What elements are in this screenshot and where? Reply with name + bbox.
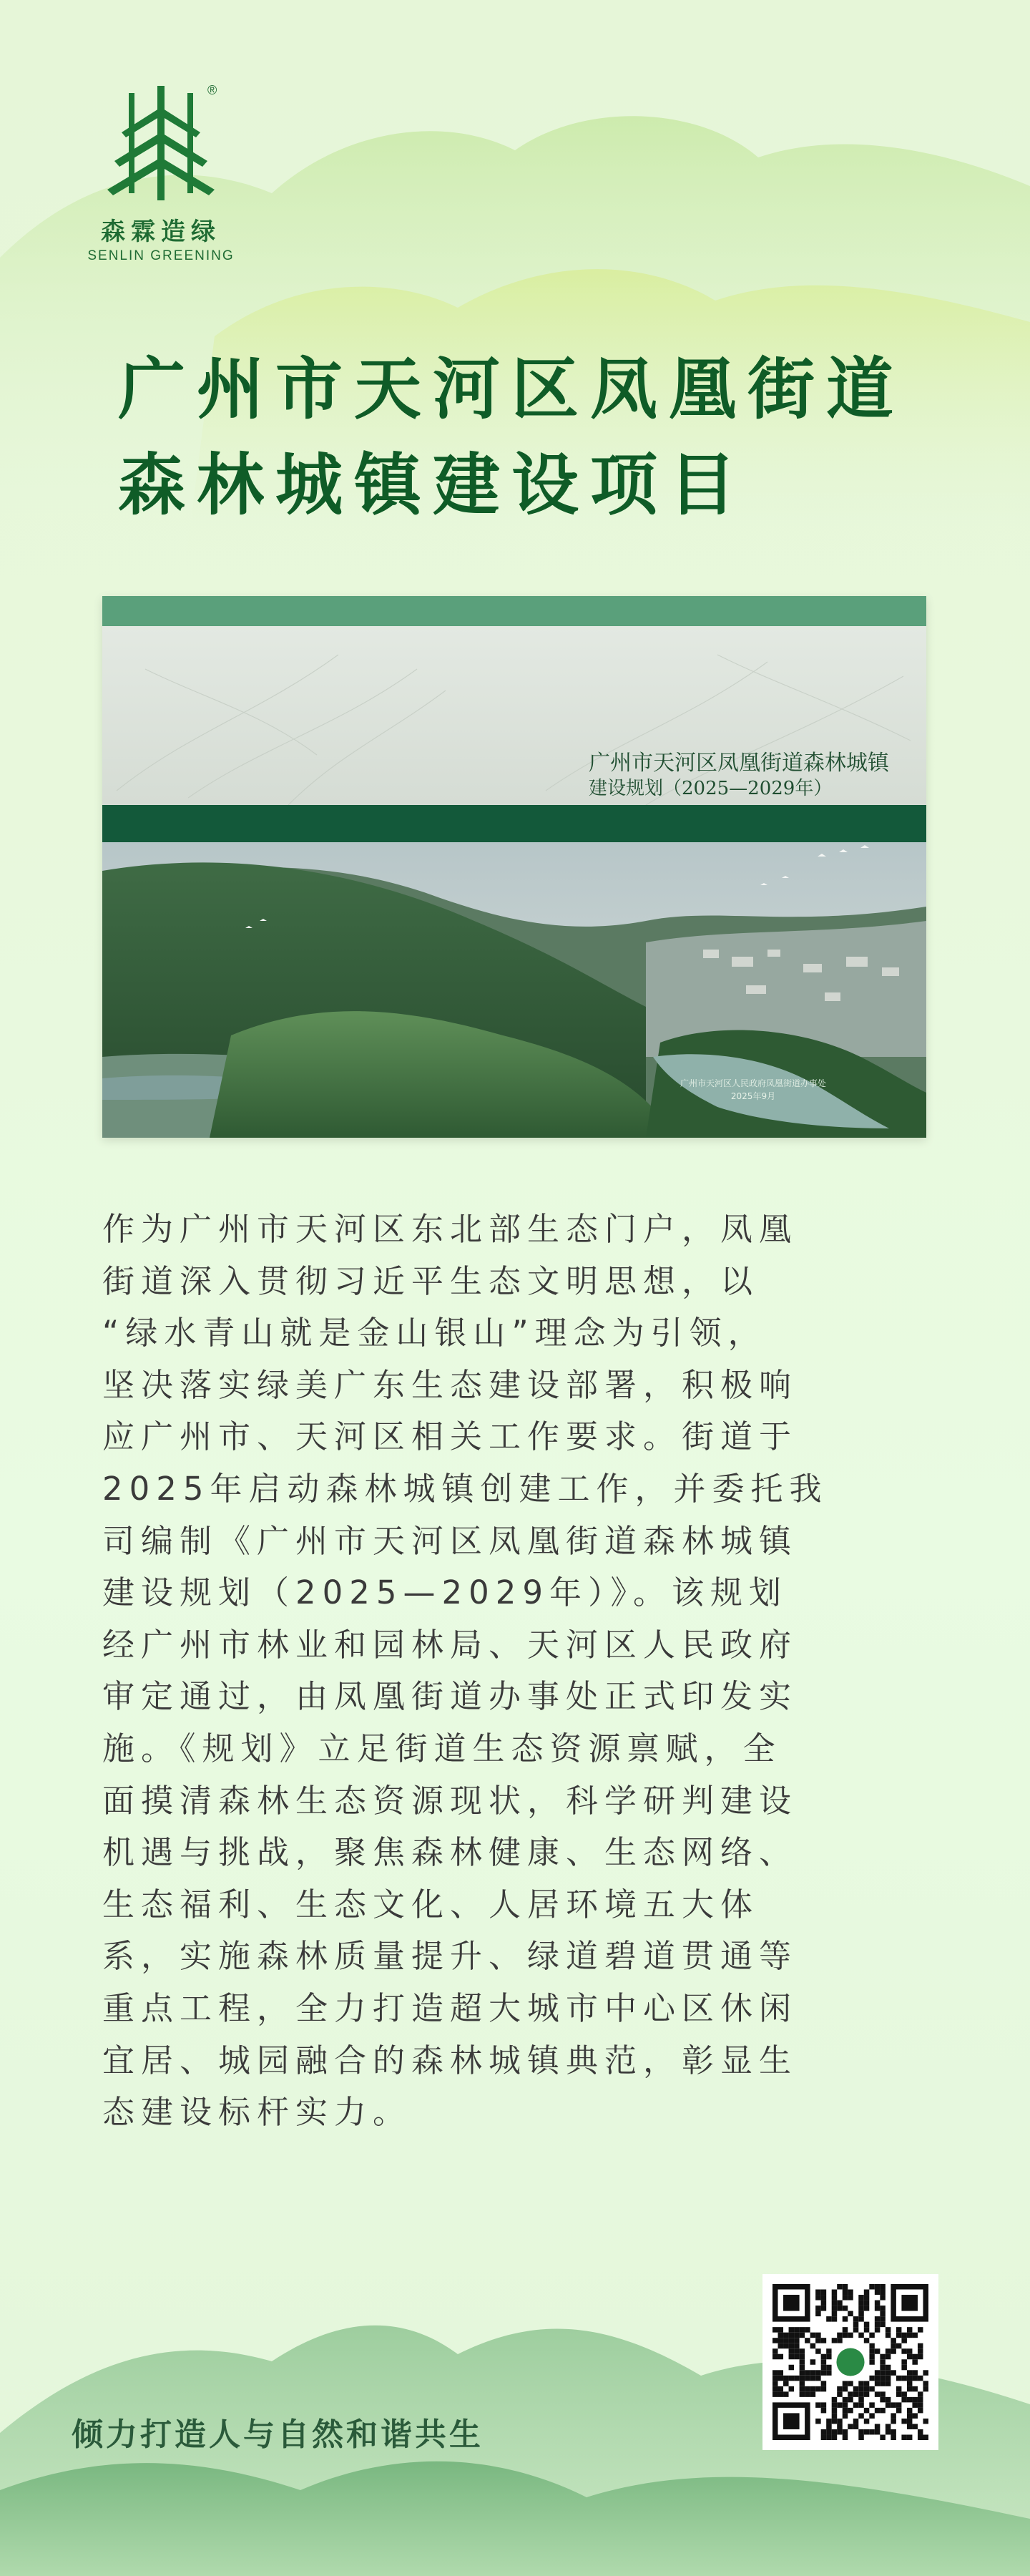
- title-line-1: 广州市天河区凤凰街道: [118, 351, 906, 429]
- project-description: [102, 1204, 932, 2139]
- description-line: 面摸清森林生态资源现状，科学研判建设: [102, 1781, 798, 1820]
- cover-publisher: 广州市天河区人民政府凤凰街道办事处: [680, 1078, 826, 1088]
- tree-logo-icon: [100, 79, 222, 208]
- brand-name-cn: 森霖造绿: [101, 218, 221, 246]
- plan-cover-image: [102, 596, 926, 1138]
- description-line: 2025年启动森林城镇创建工作，并委托我: [102, 1469, 828, 1508]
- description-line: “绿水青山就是金山银山”理念为引领，: [102, 1314, 767, 1352]
- brand-name-en: SENLIN GREENING: [87, 248, 235, 263]
- qr-code: [762, 2274, 938, 2450]
- cover-title-line-2: 建设规划（2025—2029年）: [589, 778, 833, 799]
- description-line: 生态福利、生态文化、人居环境五大体: [102, 1885, 760, 1923]
- qr-code-icon: [772, 2284, 928, 2440]
- description-line: 街道深入贯彻习近平生态文明思想，以: [102, 1262, 760, 1300]
- brand-logo: [79, 79, 243, 264]
- description-line: 司编制《广州市天河区凤凰街道森林城镇: [102, 1521, 798, 1560]
- cover-top-bar: [102, 596, 926, 626]
- description-line: 作为广州市天河区东北部生态门户，凤凰: [102, 1210, 798, 1248]
- footer-slogan: 倾力打造人与自然和谐共生: [72, 2416, 484, 2453]
- description-line: 态建设标杆实力。: [102, 2093, 412, 2132]
- page-title: [118, 342, 941, 534]
- description-line: 机遇与挑战，聚焦森林健康、生态网络、: [102, 1833, 798, 1872]
- description-line: 重点工程，全力打造超大城市中心区休闲: [102, 1989, 798, 2027]
- cover-title-line-1: 广州市天河区凤凰街道森林城镇: [589, 751, 889, 776]
- description-line: 系，实施森林质量提升、绿道碧道贯通等: [102, 1937, 798, 1976]
- registered-mark: ®: [207, 83, 217, 97]
- description-line: 经广州市林业和园林局、天河区人民政府: [102, 1625, 798, 1664]
- cover-spine: [514, 626, 529, 805]
- description-line: 审定通过，由凤凰街道办事处正式印发实: [102, 1677, 798, 1716]
- title-line-2: 森林城镇建设项目: [118, 447, 748, 525]
- description-line: 坚决落实绿美广东生态建设部署，积极响: [102, 1365, 798, 1404]
- cover-band: [102, 805, 926, 842]
- description-line: 宜居、城园融合的森林城镇典范，彰显生: [102, 2041, 798, 2079]
- description-line: 应广州市、天河区相关工作要求。街道于: [102, 1418, 798, 1456]
- description-line: 施。《规划》立足街道生态资源禀赋，全: [102, 1729, 782, 1767]
- cover-date: 2025年9月: [730, 1091, 776, 1101]
- description-line: 建设规划（2025—2029年）》。该规划: [102, 1574, 788, 1612]
